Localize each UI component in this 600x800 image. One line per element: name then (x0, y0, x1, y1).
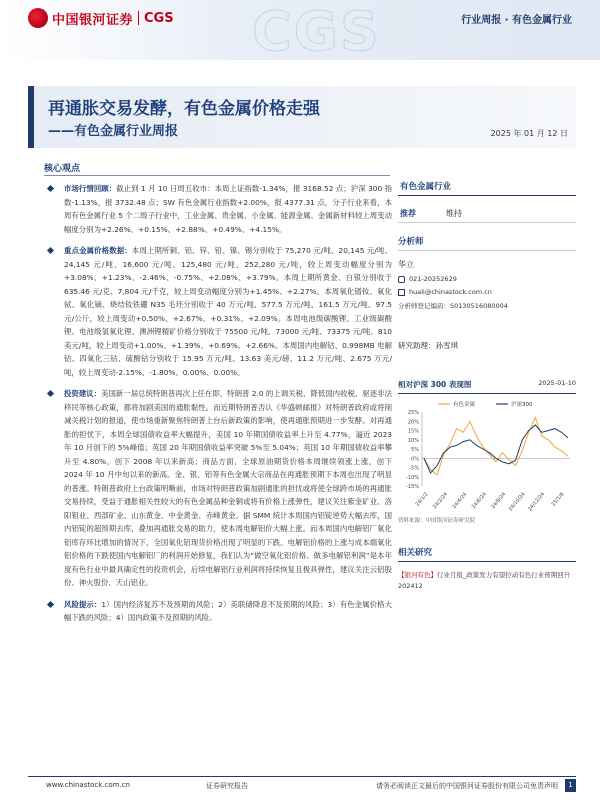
report-title: 再通胀交易发酵，有色金属价格走强 (48, 99, 320, 119)
mail-icon (398, 289, 405, 296)
related-tag: 【银河有色】 (398, 571, 437, 579)
chart-series-line (424, 418, 568, 475)
chart-x-tick-label: 24/4/24 (451, 491, 469, 511)
market-review-paragraph (44, 182, 392, 236)
chart-x-tick-label: 24/10/24 (507, 491, 527, 513)
chart-y-tick-label: -15% (406, 484, 419, 490)
analyst-phone-text: 021-20252629 (409, 275, 457, 283)
chart-series-line (424, 425, 568, 473)
logo-cgs: CGS (144, 10, 174, 26)
logo-divider (138, 11, 139, 25)
phone-icon (398, 276, 405, 283)
chart-y-tick-label: 15% (407, 428, 419, 435)
paragraph-lead: 投资建议： (64, 389, 102, 398)
related-research-heading: 相关研究 (398, 546, 576, 562)
footer-report-type: 证券研究报告 (206, 782, 248, 790)
chart-y-tick-label: 0% (411, 456, 419, 463)
chart-date: 2025-01-10 (538, 379, 576, 387)
diamond-bullet-icon (47, 247, 54, 254)
chart-x-tick-label: 25/1/6 (550, 491, 566, 508)
paragraph-text: 1）国内经济复苏不及预期的风险；2）美联储降息不及预期的风险；3）有色金属价格大幅下跌的风险；4）国内政策不及预期的风险。 (64, 599, 392, 622)
report-subtitle: ——有色金属行业周报 (48, 124, 179, 139)
paragraph-lead: 市场行情回顾： (64, 184, 117, 193)
chart-y-tick-label: 20% (407, 419, 419, 426)
analyst-cert: 分析师登记编码：S0130516080004 (398, 302, 508, 310)
watermark-cgs: CGS (252, 0, 381, 63)
core-view-divider (44, 175, 390, 176)
footer-disclaimer: 请务必阅读正文最后的中国银河证券股份有限公司免责声明 (376, 782, 558, 790)
chart-x-tick-label: 24/12/24 (527, 491, 547, 513)
metal-prices-paragraph (44, 244, 392, 379)
diamond-bullet-icon (47, 600, 54, 607)
analyst-email (398, 288, 576, 296)
investment-advice-paragraph (44, 387, 392, 590)
chart-source: 资料来源：中国银河证券研究院 (398, 518, 476, 524)
related-text: 行业月报_政策发力有望拉动有色行业预期回升 202412 (398, 571, 571, 590)
rating-value: 维持 (446, 209, 462, 218)
chart-y-tick-label: 10% (407, 437, 419, 444)
chart-y-tick-label: 5% (411, 447, 419, 453)
paragraph-lead: 重点金属价格数据： (64, 246, 132, 255)
risk-warning-paragraph (44, 598, 392, 625)
header-report-type: 行业周报 · 有色金属行业 (461, 15, 572, 26)
page-number: 1 (565, 779, 576, 792)
footer-divider (28, 776, 576, 777)
logo (28, 8, 174, 28)
chart-svg (398, 396, 576, 514)
industry-heading: 有色金属行业 (398, 178, 576, 196)
core-view-label: 核心观点 (44, 164, 81, 174)
diamond-bullet-icon (47, 390, 54, 397)
chart-title: 相对沪深 300 表现图 (398, 380, 472, 389)
logo-text: 中国银河证券 (52, 12, 134, 28)
chart-y-tick-label: 25% (407, 410, 419, 416)
relative-performance-chart (398, 396, 576, 514)
research-assistant: 研究助理：孙雪琪 (398, 341, 458, 350)
rating-label: 推荐 (400, 209, 416, 218)
paragraph-text: 美国新一届总统特朗普再次上任在即，特朗普 2.0 的上调关税、降低国内收税、驱逐非法移民等核心政策，都将加剧美国的通胀黏性。而近期特朗普否认《华盛顿邮报》对特朗普政府或将削减关税计划的报道，使市场重新聚焦特朗普上台后新政策的影响，使再通胀预期进一步发酵。对再通胀的担忧下，本周全球国债收益率大幅提升，美国 10 年期国债收益率上升至 4.77%，逼近 2023 年 10 月创下的 5%峰值；英国 20 年期国债收益率突破 5%至 5.04%；英国 10 年期国债收益率攀升至 4.80%，创下 2008 年以来新高；商品方面，全球原油期货价格本周继续领涨上涨，创下 2024 年 10 月中旬以来的新高。金、银、铝等有色金属大宗商品在再通胀预期下本周也出现了明显的普涨。特朗普政府上台政策明晰前，市场对特朗普政策加剧通胀的担忧或将使全球跨市场的再通胀交易持续，受益于通胀相关性较大的有色金属品种金铜或将有价格上涨弹性，建议关注紫金矿业、洛阳钼业、西部矿业、山东黄金、中金黄金、赤峰黄金。据 SMM 统计本周国内铝锭逆势大幅去库，国内铝锭的超预期去库，叠加再通胀交易的助力，使本周电解铝价大幅上涨。而本周国内电解铝厂氧化铝库存环比增加的情况下，全国氧化铝现货价格出现了明显的下跌。电解铝价格的上涨与成本端氧化铝价格的下跌使国内电解铝厂的利润开始修复，我们认为“做空氧化铝价格、做多电解铝利润”是本年度有色行业中最具确定性的投资机会，后续电解铝行业利润将持续恢复且极具弹性，建议关注云铝股份、神火股份、天山铝业。 (64, 389, 392, 587)
main-content (44, 180, 392, 625)
chart-x-tick-label: 24/2/24 (431, 491, 449, 511)
rating-row (398, 196, 576, 223)
report-date: 2025 年 01 月 12 日 (490, 129, 568, 138)
paragraph-lead: 风险提示： (64, 599, 102, 609)
analyst-phone (398, 275, 576, 283)
sidebar (398, 178, 576, 592)
chart-heading (398, 379, 576, 394)
chart-y-tick-label: -10% (406, 474, 419, 481)
diamond-bullet-icon (47, 185, 54, 192)
chart-x-tick-label: 24/1/2 (414, 491, 430, 508)
chart-legend-label: 有色金属 (453, 402, 476, 408)
chart-x-tick-label: 24/8/24 (490, 491, 508, 511)
chart-y-tick-label: -5% (409, 465, 419, 472)
chart-legend-label: 沪深300 (511, 402, 533, 408)
footer-website[interactable]: www.chinastock.com.cn (46, 781, 130, 789)
analyst-heading: 分析师 (398, 235, 576, 251)
logo-mark-icon (28, 8, 48, 28)
page-header (0, 0, 600, 63)
analyst-email-link[interactable]: huali@chinastock.com.cn (409, 288, 492, 296)
analyst-name: 华立 (398, 260, 414, 269)
paragraph-text: 本周上期所铜、铝、锌、铅、镍、锡分别收于 75,270 元/吨、20,145 元/吨、24,145 元/吨、16,600 元/吨、125,480 元/吨、252,280 元/吨，较上周变动幅度分别为+3.08%、+1.23%、-2.46%、-0.75%、+2.08%、+3.79%。本周上期所黄金、白银分别收于 635.46 元/克、7,804 元/千克，较上周变动幅度分别为+1.45%、+2.27%。本周氧化镨钕、氧化铽、氧化镝、烧结钕铁硼 N35 毛坯分别收于 40 万元/吨、577.5 万元/吨、161.5 万元/吨、97.5 元/公斤，较上周变动+0.50%、+2.67%、+0.31%、+2.09%。本周电池级碳酸锂、工业级碳酸锂、电池级氢氧化锂、澳洲锂精矿价格分别收于 75500 元/吨、73000 元/吨、73375 元/吨、810 美元/吨，较上周变动+1.00%、+1.39%、+0.69%、+2.66%。本周国内电解钴、0.998MB 电解钴、四氧化三钴、硫酸钴分别收于 15.95 万元/吨、13.63 美元/磅、11.2 万元/吨、2.675 万元/吨，较上周变动-2.15%、-1.80%、0.00%、0.00%。 (64, 246, 392, 377)
related-research-item[interactable] (398, 570, 576, 592)
chart-x-tick-label: 24/6/24 (470, 491, 488, 511)
paragraph-text: 截止到 1 月 10 日周五收市：本周上证指数-1.34%，报 3168.52 点；沪深 300 指数-1.13%，报 3732.48 点；SW 有色金属行业指数+2.00%，报 4377.31 点，分子行业来看，本周有色金属行业 5 个二级子行业中，工业金属、贵金属、小金属、能源金属、金属新材料较上周变动幅度分别为+2.26%、+0.15%、+2.88%、+0.49%、+4.15%。 (64, 184, 392, 234)
